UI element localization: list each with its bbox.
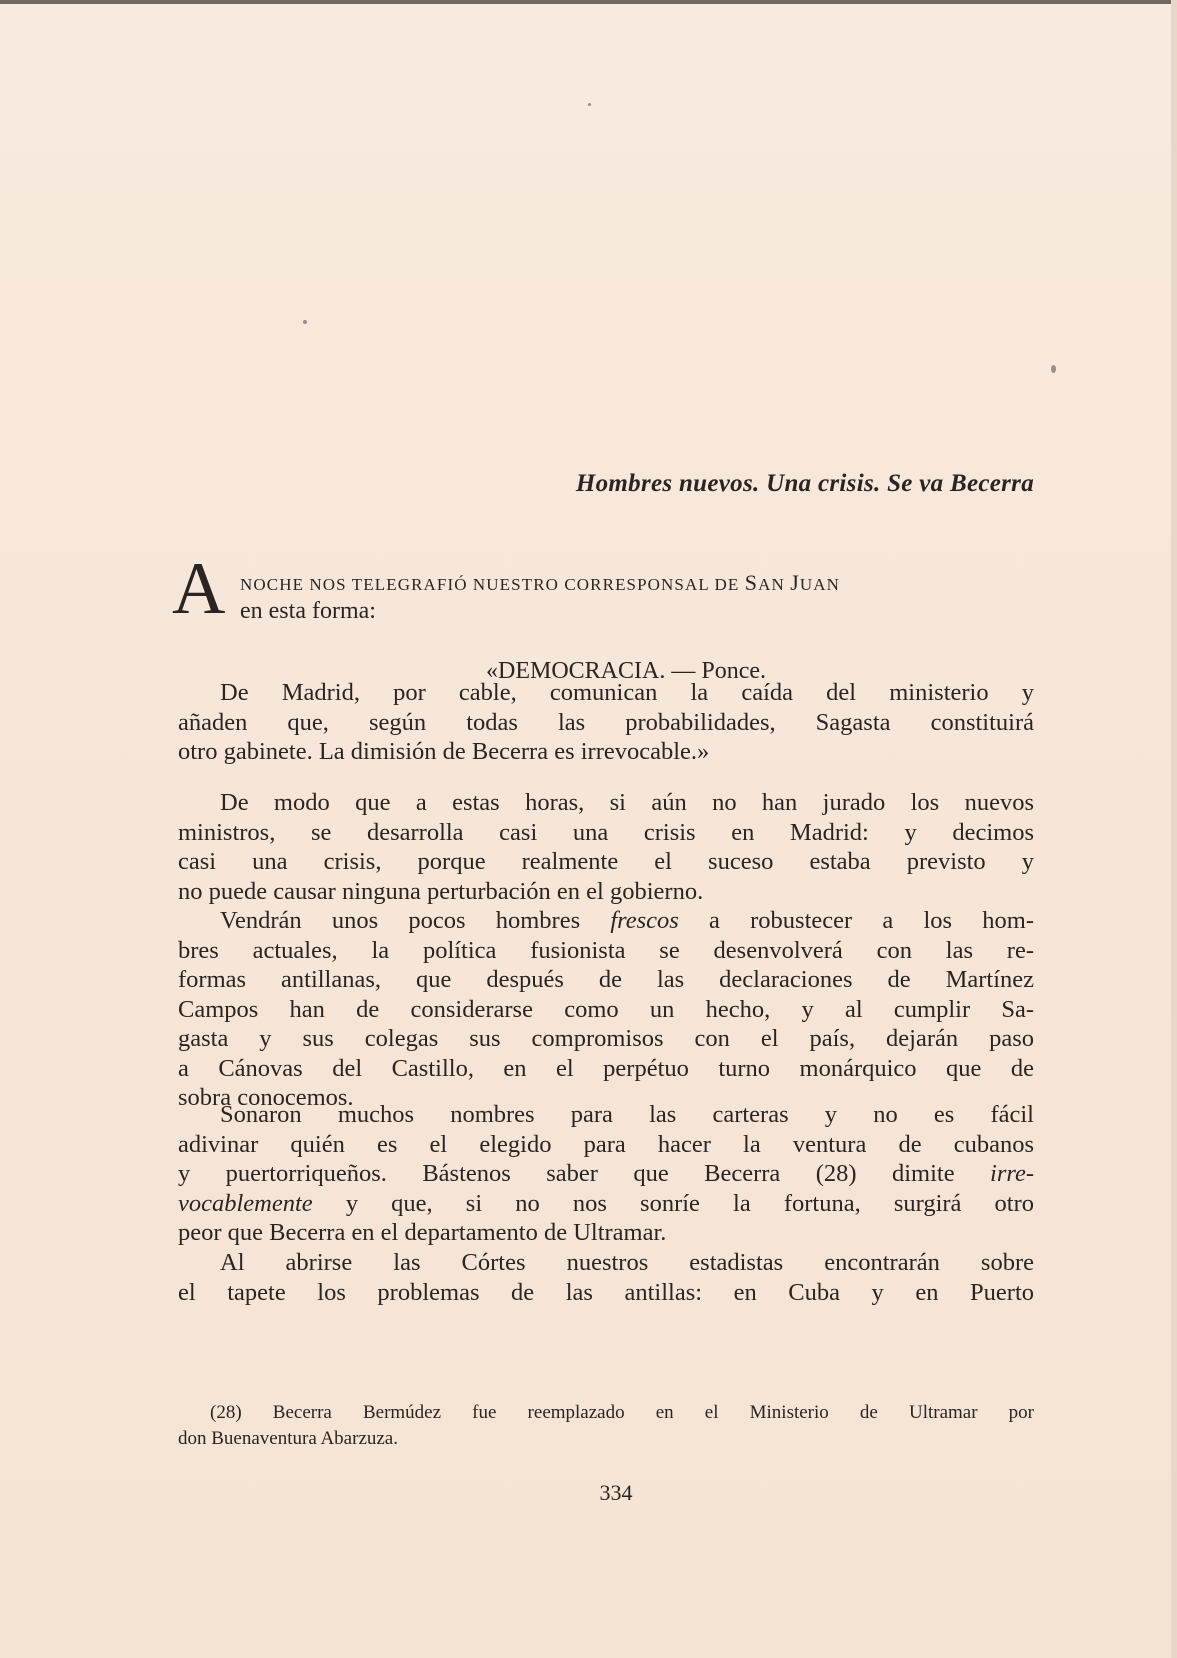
scan-right-edge <box>1171 0 1177 1658</box>
section-title: Hombres nuevos. Una crisis. Se va Becerra <box>575 470 1034 497</box>
paper-speck <box>1051 365 1056 373</box>
paper-speck <box>303 320 307 324</box>
opening-second-line: en esta forma: <box>240 598 376 624</box>
footnote: (28) Becerra Bermúdez fue reemplazado en el Ministerio de Ultramar por don Buenaventura Abarzuza. <box>178 1402 1034 1449</box>
opening-smallcaps-line: NOCHE NOS TELEGRAFIÓ NUESTRO CORRESPONSAL DE SAN JUAN <box>240 570 841 595</box>
paragraph-3: Sonaron muchos nombres para las carteras y no es fácil adivinar quién es el elegido para hacer la ventura de cubanos y puertorriqueños. Bástenos saber que Becerra (28) dimite irre- vocablemente y que, si no nos sonríe la fortuna, surgirá otro peor que Becerra en el departamento de Ultramar. <box>178 1101 1035 1246</box>
paragraph-2: Vendrán unos pocos hombres frescos a robustecer a los hom- bres actuales, la política fusionista se desenvolverá con las re- formas antillanas, que después de las declaraciones de Martínez Campos han de considerarse como un hecho, y al cumplir Sa- gasta y sus colegas sus compromisos con el país, dejarán paso a Cánovas del Castillo, en el perpétuo turno monárquico que de sobra conocemos. <box>178 907 1035 1111</box>
telegram-heading: «DEMOCRACIA. — Ponce. <box>486 658 766 684</box>
paper-speck <box>588 103 591 106</box>
paragraph-1: De modo que a estas horas, si aún no han jurado los nuevos ministros, se desarrolla casi una crisis en Madrid: y decimos casi una crisis, porque realmente el suceso estaba previsto y no puede causar ninguna perturbación en el gobierno. <box>178 789 1034 905</box>
telegram-body: De Madrid, por cable, comunican la caída del ministerio y añaden que, según todas las probabilidades, Sagasta constituirá otro gabinete. La dimisión de Becerra es irrevocable.» <box>178 679 1034 765</box>
page-number: 334 <box>599 1480 633 1505</box>
scan-top-edge <box>0 0 1177 4</box>
drop-cap: A <box>172 548 226 630</box>
paragraph-4: Al abrirse las Córtes nuestros estadistas encontrarán sobre el tapete los problemas de las antillas: en Cuba y en Puerto <box>178 1249 1034 1306</box>
